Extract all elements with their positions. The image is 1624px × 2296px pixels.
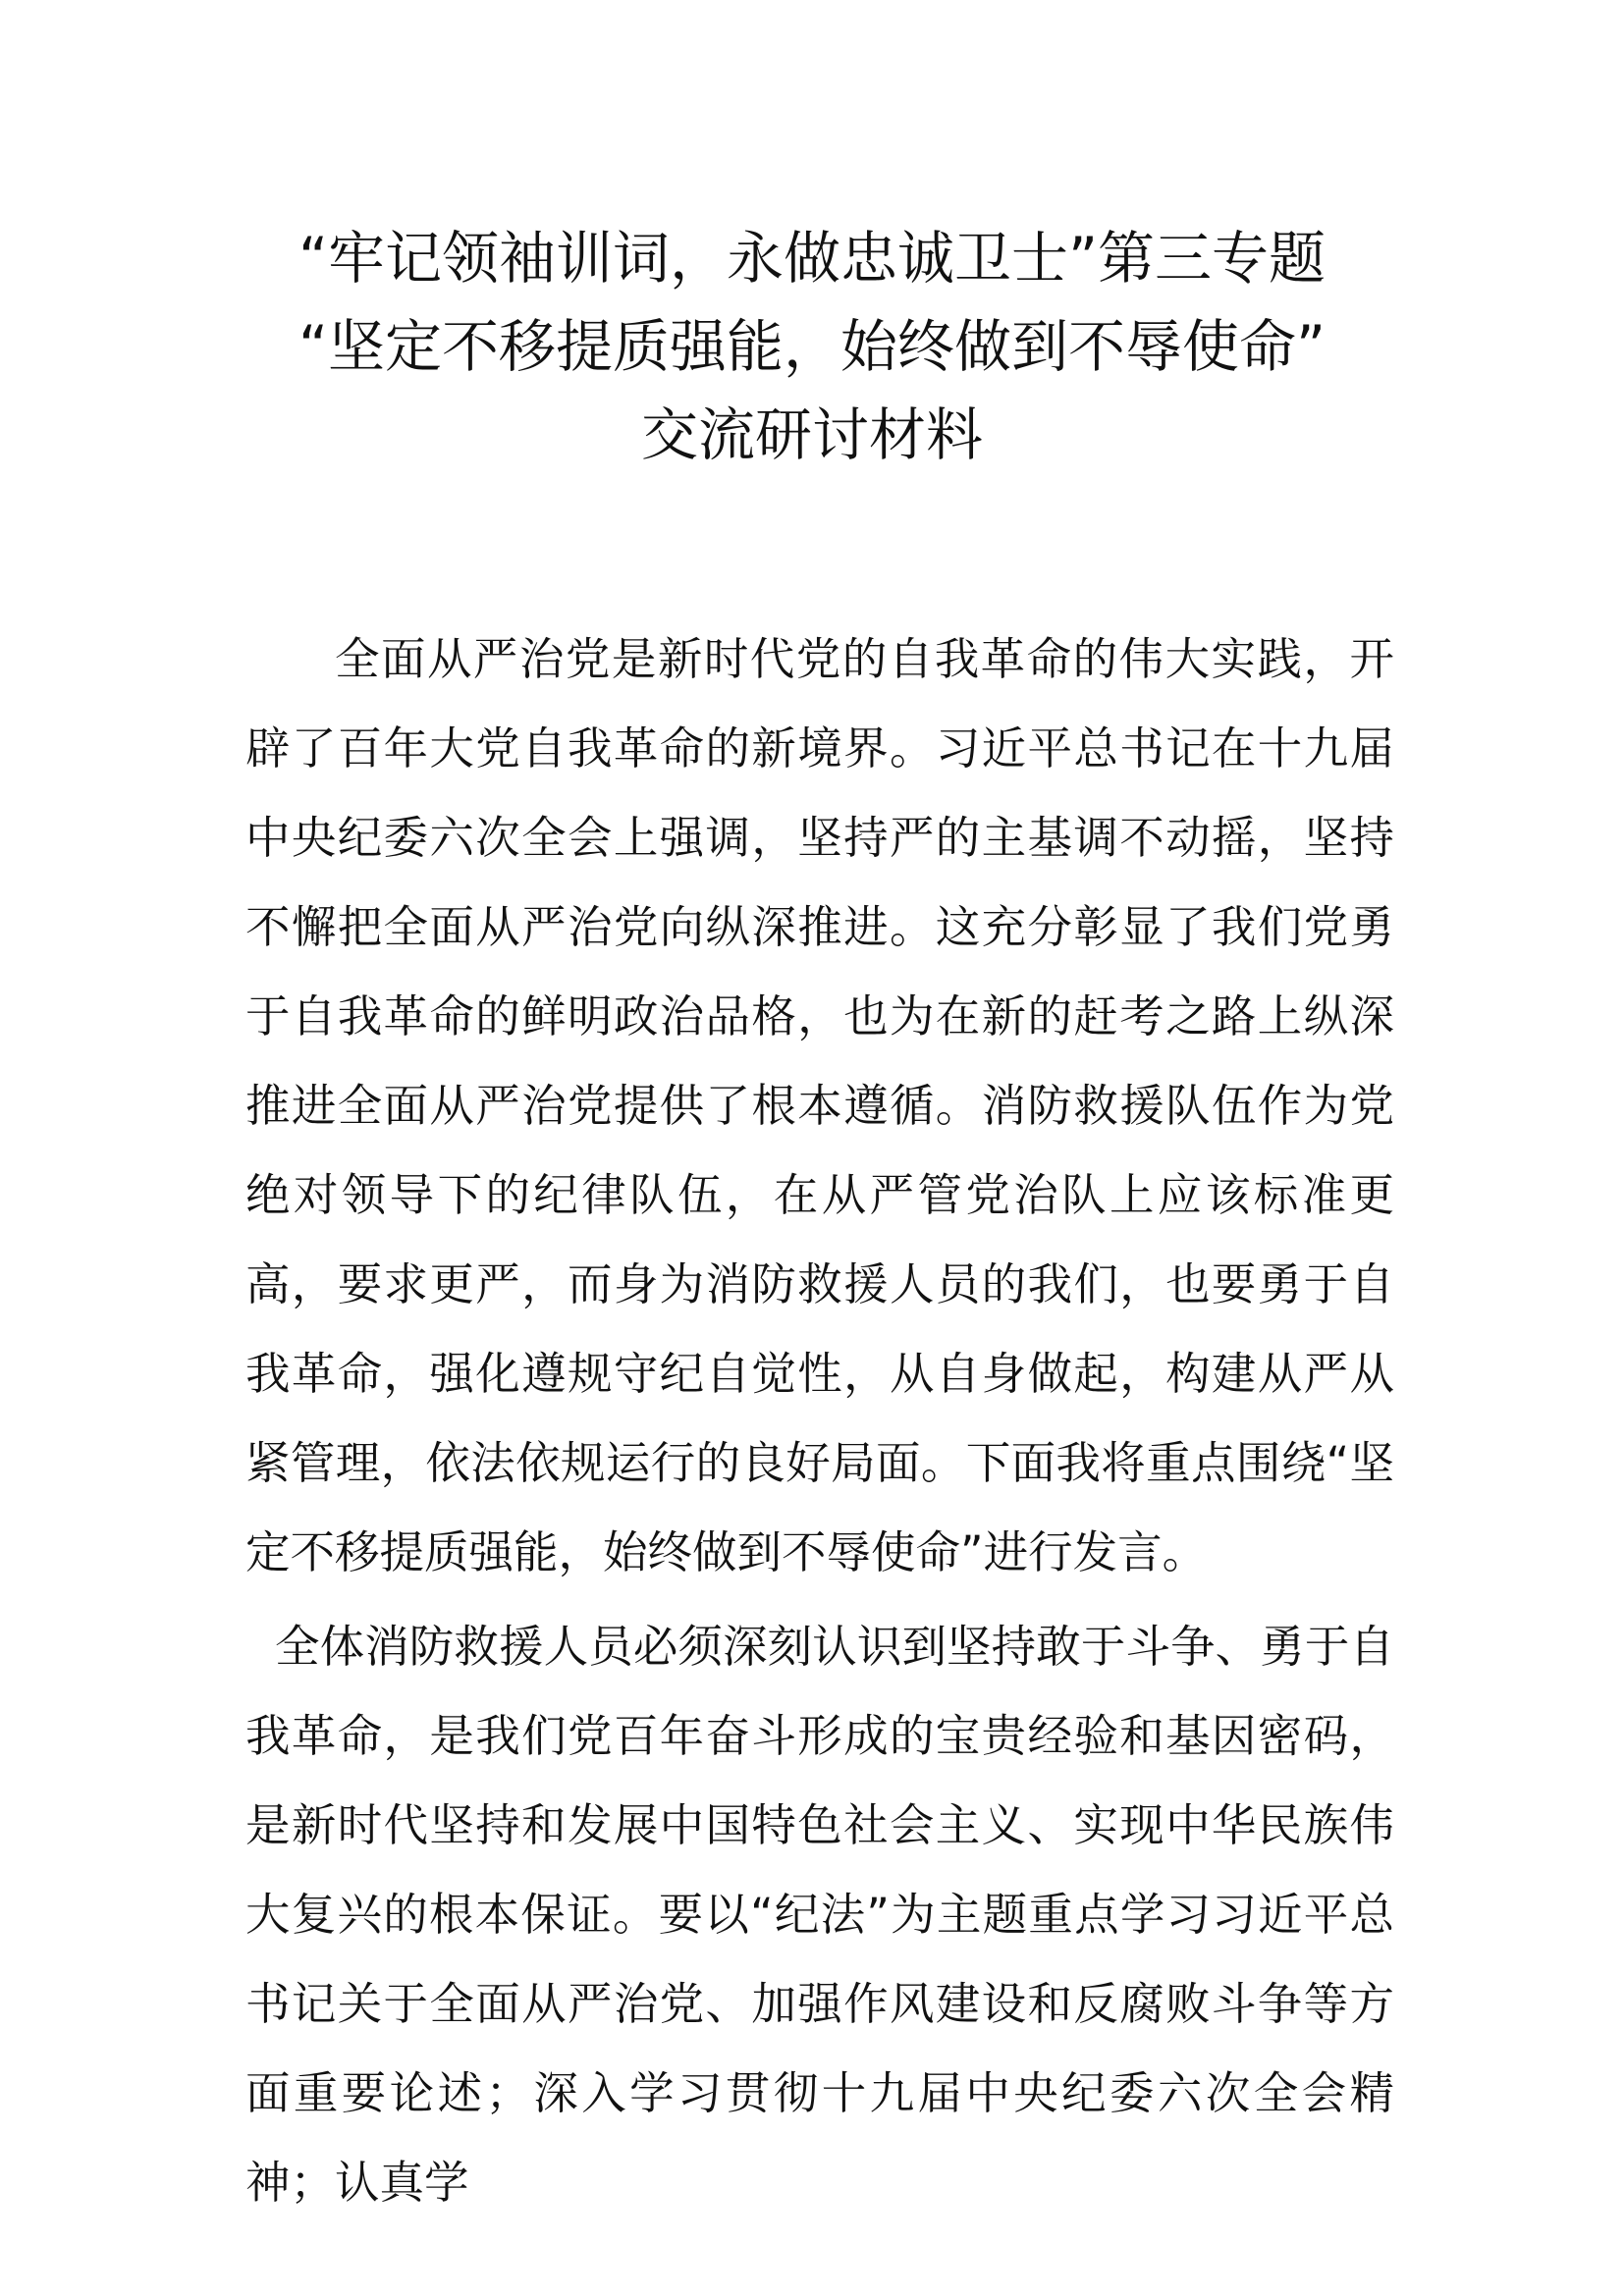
paragraph-2: 全体消防救援人员必须深刻认识到坚持敢于斗争、勇于自我革命，是我们党百年奋斗形成的宝贵经验和基因密码，是新时代坚持和发展中国特色社会主义、实现中华民族伟大复兴的根本保证。要以“纪法”为主题重点学习习近平总书记关于全面从严治党、加强作风建设和反腐败斗争等方面重要论述；深入学习贯彻十九届中央纪委六次全会精神；认真学 <box>245 1621 1394 2209</box>
document-title <box>196 214 1428 479</box>
title-line-2: “坚定不移提质强能，始终做到不辱使命” <box>298 313 1326 380</box>
document-body <box>245 614 1394 2227</box>
paragraph-1: 全面从严治党是新时代党的自我革命的伟大实践，开辟了百年大党自我革命的新境界。习近平总书记在十九届中央纪委六次全会上强调，坚持严的主基调不动摇，坚持不懈把全面从严治党向纵深推进。这充分彰显了我们党勇于自我革命的鲜明政治品格，也为在新的赶考之路上纵深推进全面从严治党提供了根本遵循。消防救援队伍作为党绝对领导下的纪律队伍，在从严管党治队上应该标准更高，要求更严，而身为消防救援人员的我们，也要勇于自我革命，强化遵规守纪自觉性，从自身做起，构建从严从紧管理，依法依规运行的良好局面。下面我将重点围绕“坚定不移提质强能，始终做到不辱使命”进行发言。 <box>245 633 1394 1578</box>
title-line-1: “牢记领袖训词，永做忠诚卫士”第三专题 <box>298 225 1326 292</box>
title-line-3: 交流研讨材料 <box>640 401 983 468</box>
